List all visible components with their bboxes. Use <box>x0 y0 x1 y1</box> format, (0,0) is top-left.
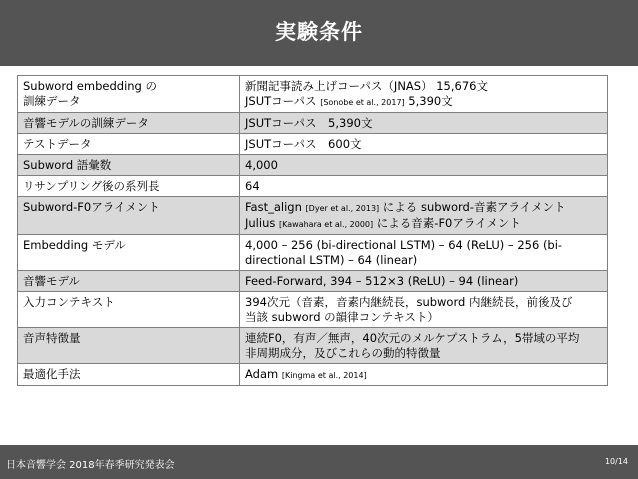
table-row <box>18 328 608 364</box>
value-text: Fast_align <box>245 200 306 214</box>
table-row <box>18 292 608 328</box>
table-row <box>18 271 608 292</box>
value-text: Feed-Forward, 394 – 512×3 (ReLU) – 94 (linear) <box>245 274 519 288</box>
row-label-line: Subword 語彙数 <box>23 158 112 172</box>
value-text: 連続F0，有声／無声，40次元のメルケプストラム，5帯域の平均 <box>245 331 580 345</box>
row-label <box>18 197 240 235</box>
row-value <box>240 328 608 364</box>
value-text: Julius <box>245 216 280 230</box>
value-text: 当該 subword の韻律コンテキスト） <box>245 310 439 324</box>
value-text: JSUTコーパス 600文 <box>245 137 362 151</box>
title-bar <box>0 0 638 66</box>
row-label-line: Subword embedding の <box>23 79 158 93</box>
row-value-line <box>245 137 602 152</box>
row-value <box>240 197 608 235</box>
table-row <box>18 197 608 235</box>
value-text: 5,390文 <box>404 94 453 108</box>
value-text: 4,000 <box>245 158 278 172</box>
row-value-line <box>245 238 602 253</box>
row-value <box>240 155 608 176</box>
row-label-line: 音声特徴量 <box>23 331 81 345</box>
table-row <box>18 134 608 155</box>
value-text: 4,000 – 256 (bi-directional LSTM) – 64 (ReLU) – 256 (bi- <box>245 238 563 252</box>
row-value-line <box>245 200 602 216</box>
row-value <box>240 235 608 271</box>
title-divider <box>0 66 638 70</box>
row-value <box>240 271 608 292</box>
table-row <box>18 364 608 386</box>
footer-bar <box>0 445 638 479</box>
row-value-line <box>245 253 602 268</box>
value-text: 64 <box>245 179 260 193</box>
row-label-line: 音響モデル <box>23 274 80 288</box>
row-label <box>18 292 240 328</box>
row-label <box>18 76 240 113</box>
row-label-line: 音響モデルの訓練データ <box>23 116 149 130</box>
row-value-line <box>245 158 602 173</box>
row-label <box>18 113 240 134</box>
value-text: による音素-F0アライメント <box>373 216 521 230</box>
row-label-line: Embedding モデル <box>23 238 126 252</box>
table-row <box>18 155 608 176</box>
row-value-line <box>245 216 602 232</box>
conditions-table-body <box>18 76 608 386</box>
table-row <box>18 176 608 197</box>
row-label <box>18 271 240 292</box>
row-value-line <box>245 310 602 325</box>
row-label-line: リサンプリング後の系列長 <box>23 179 160 193</box>
footer-conference: 日本音響学会 2018年春季研究発表会 <box>6 460 175 471</box>
row-label <box>18 364 240 386</box>
row-value <box>240 134 608 155</box>
row-label <box>18 134 240 155</box>
table-row <box>18 113 608 134</box>
row-label <box>18 235 240 271</box>
row-label-line: Subword-F0アライメント <box>23 200 160 214</box>
value-text: 394次元（音素，音素内継続長，subword 内継続長，前後及び <box>245 295 573 309</box>
citation: [Kawahara et al., 2000] <box>279 220 374 229</box>
citation: [Kingma et al., 2014] <box>281 371 367 380</box>
row-value <box>240 364 608 386</box>
row-value <box>240 113 608 134</box>
table-row <box>18 76 608 113</box>
row-label-line: テストデータ <box>23 137 92 151</box>
value-text: 非周期成分，及びこれらの動的特徴量 <box>245 346 441 360</box>
row-value-line <box>245 346 602 361</box>
row-label <box>18 328 240 364</box>
row-value-line <box>245 367 602 383</box>
citation: [Dyer et al., 2013] <box>305 204 380 213</box>
row-value <box>240 292 608 328</box>
value-text: JSUTコーパス 5,390文 <box>245 116 373 130</box>
row-value <box>240 76 608 113</box>
value-text: による subword-音素アライメント <box>379 200 566 214</box>
page-number: 10/14 <box>604 457 628 466</box>
row-label-line: 入力コンテキスト <box>23 295 115 309</box>
row-label <box>18 176 240 197</box>
row-label-line: 訓練データ <box>23 94 81 108</box>
conditions-table <box>17 75 608 386</box>
value-text: JSUTコーパス <box>245 94 321 108</box>
row-value <box>240 176 608 197</box>
row-label <box>18 155 240 176</box>
row-value-line <box>245 94 602 110</box>
table-row <box>18 235 608 271</box>
row-value-line <box>245 179 602 194</box>
row-value-line <box>245 331 602 346</box>
row-value-line <box>245 79 602 94</box>
row-value-line <box>245 295 602 310</box>
value-text: 新聞記事読み上げコーパス（JNAS） 15,676文 <box>245 79 488 93</box>
citation: [Sonobe et al., 2017] <box>320 98 405 107</box>
value-text: directional LSTM) – 64 (linear) <box>245 253 418 267</box>
row-value-line <box>245 274 602 289</box>
slide-title: 実験条件 <box>275 20 363 44</box>
value-text: Adam <box>245 367 282 381</box>
row-label-line: 最適化手法 <box>23 367 81 381</box>
row-value-line <box>245 116 602 131</box>
